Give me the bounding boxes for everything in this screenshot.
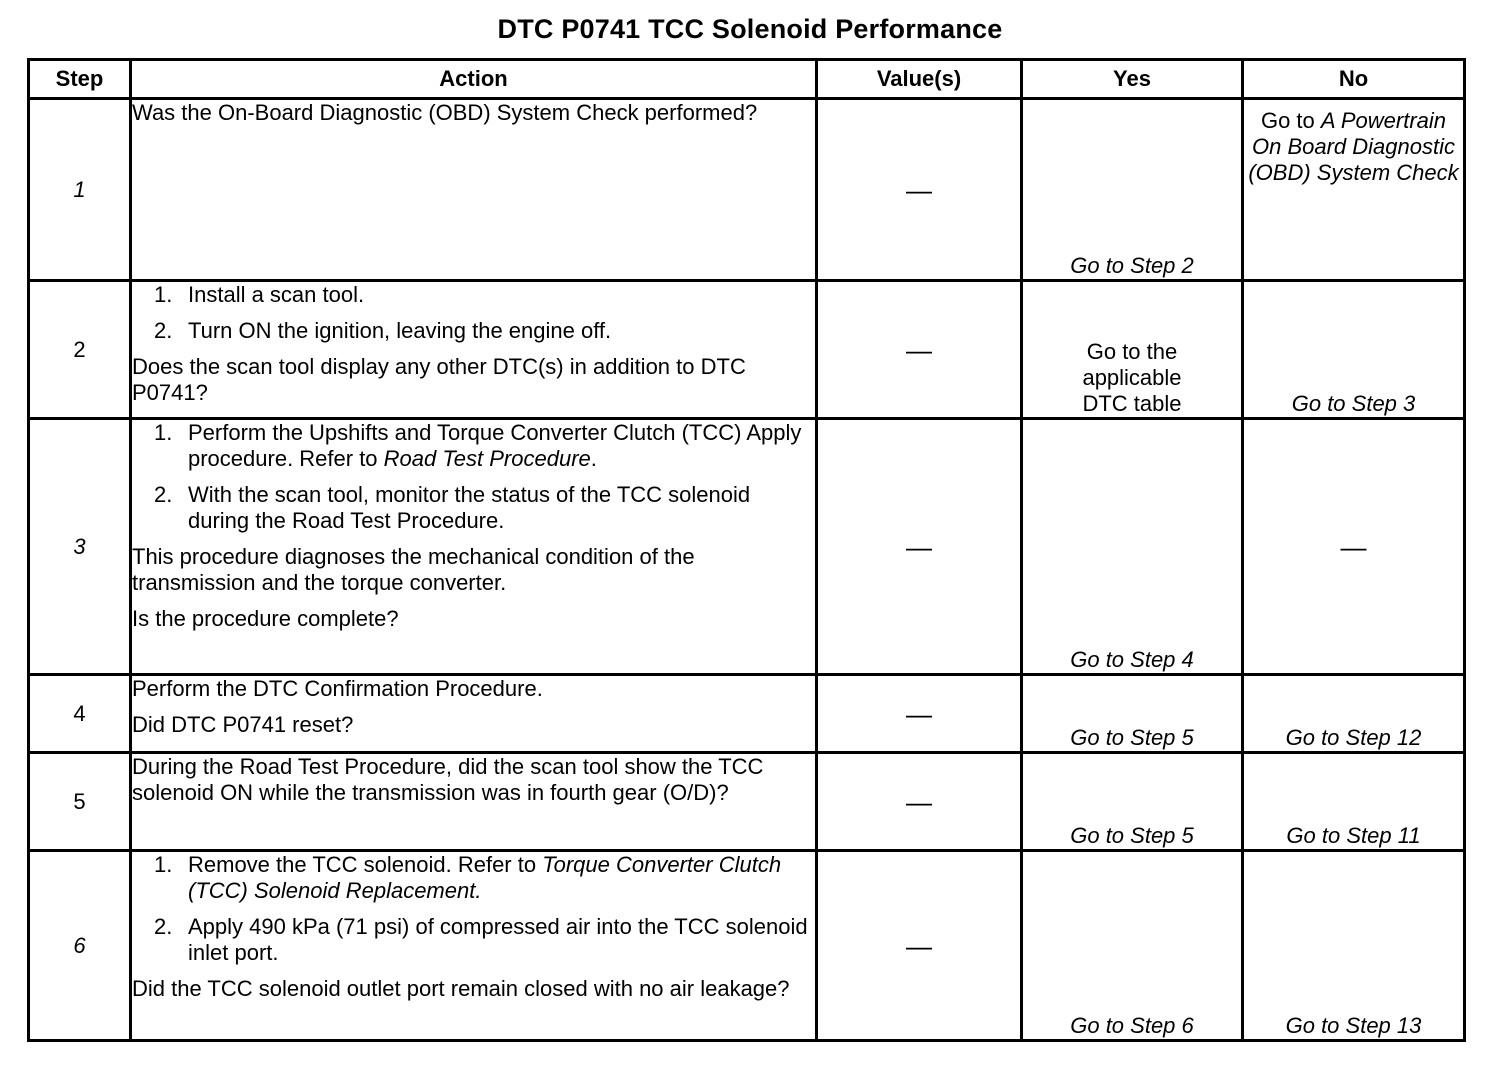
- action-question: Did the TCC solenoid outlet port remain closed with no air leakage?: [132, 976, 790, 1001]
- action-question: During the Road Test Procedure, did the scan tool show the TCC solenoid ON while the transmission was in fourth gear (O/D)?: [132, 754, 764, 805]
- header-step: Step: [29, 60, 131, 99]
- action-note: This procedure diagnoses the mechanical condition of the transmission and the torque converter.: [132, 544, 695, 595]
- yes-link[interactable]: Go to Step 5: [1022, 753, 1243, 851]
- action-instruction: Perform the DTC Confirmation Procedure.: [132, 676, 543, 701]
- yes-link[interactable]: [1022, 281, 1243, 419]
- item-reference-link[interactable]: Road Test Procedure: [383, 446, 591, 471]
- step-number: 4: [29, 675, 131, 753]
- no-link[interactable]: A Powertrain On Board Diagnostic (OBD) System Check: [1248, 108, 1459, 185]
- table-row: [29, 851, 1465, 1041]
- action-question: Was the On-Board Diagnostic (OBD) System Check performed?: [132, 100, 758, 125]
- header-yes: Yes: [1022, 60, 1243, 99]
- action-step-item: [132, 852, 815, 904]
- value-cell: —: [817, 281, 1022, 419]
- step-number: 5: [29, 753, 131, 851]
- item-period: .: [590, 446, 597, 471]
- yes-link[interactable]: Go to Step 5: [1022, 675, 1243, 753]
- action-question: Is the procedure complete?: [132, 606, 399, 631]
- action-cell: [131, 851, 817, 1041]
- step-number: 3: [29, 419, 131, 675]
- item-text: Remove the TCC solenoid. Refer to: [188, 852, 543, 877]
- no-link[interactable]: Go to Step 12: [1243, 675, 1465, 753]
- no-link[interactable]: Go to Step 13: [1243, 851, 1465, 1041]
- action-cell: [131, 99, 817, 281]
- item-number: 1.: [154, 852, 173, 877]
- item-reference-link[interactable]: Torque Converter Clutch (TCC) Solenoid Replacement: [188, 852, 782, 903]
- action-steps: [132, 282, 815, 344]
- diagnostic-table: [27, 58, 1466, 1042]
- item-number: 1.: [154, 420, 173, 445]
- item-text: Perform the Upshifts and Torque Converter Clutch (TCC) Apply procedure. Refer to: [188, 420, 802, 471]
- table-row: [29, 753, 1465, 851]
- yes-link[interactable]: Go to Step 6: [1022, 851, 1243, 1041]
- table-row: [29, 675, 1465, 753]
- value-cell: —: [817, 753, 1022, 851]
- step-number: 2: [29, 281, 131, 419]
- action-cell: [131, 419, 817, 675]
- action-step-item: [132, 914, 815, 966]
- action-cell: [131, 281, 817, 419]
- table-row: [29, 281, 1465, 419]
- action-cell: [131, 675, 817, 753]
- action-step-item: [132, 482, 815, 534]
- item-text: Install a scan tool.: [188, 282, 365, 307]
- no-cell[interactable]: [1243, 99, 1465, 281]
- table-header-row: [29, 60, 1465, 99]
- item-text: Turn ON the ignition, leaving the engine off.: [188, 318, 612, 343]
- no-link[interactable]: Go to Step 11: [1243, 753, 1465, 851]
- yes-link[interactable]: Go to Step 4: [1022, 419, 1243, 675]
- action-question: Did DTC P0741 reset?: [132, 712, 354, 737]
- item-number: 2.: [154, 482, 173, 507]
- item-text: Apply 490 kPa (71 psi) of compressed air into the TCC solenoid inlet port.: [188, 914, 808, 965]
- action-step-item: [132, 282, 815, 308]
- value-cell: —: [817, 99, 1022, 281]
- header-values: Value(s): [817, 60, 1022, 99]
- action-step-item: [132, 318, 815, 344]
- item-number: 2.: [154, 914, 173, 939]
- item-text: With the scan tool, monitor the status of the TCC solenoid during the Road Test Procedure.: [188, 482, 751, 533]
- item-period: .: [475, 878, 482, 903]
- no-link[interactable]: Go to Step 3: [1243, 281, 1465, 419]
- yes-link[interactable]: Go to Step 2: [1022, 99, 1243, 281]
- document-title: DTC P0741 TCC Solenoid Performance: [497, 14, 1003, 44]
- table-row: [29, 99, 1465, 281]
- action-cell: [131, 753, 817, 851]
- action-question: Does the scan tool display any other DTC(s) in addition to DTC P0741?: [132, 354, 746, 405]
- yes-link-text: Go to the applicable DTC table: [1082, 339, 1182, 416]
- item-number: 1.: [154, 282, 173, 307]
- item-number: 2.: [154, 318, 173, 343]
- value-cell: —: [817, 419, 1022, 675]
- value-cell: —: [817, 851, 1022, 1041]
- header-action: Action: [131, 60, 817, 99]
- no-prefix: Go to: [1260, 108, 1321, 133]
- action-steps: [132, 420, 815, 534]
- header-no: No: [1243, 60, 1465, 99]
- table-row: [29, 419, 1465, 675]
- step-number: 1: [29, 99, 131, 281]
- action-step-item: [132, 420, 815, 472]
- action-steps: [132, 852, 815, 966]
- no-cell: —: [1243, 419, 1465, 675]
- value-cell: —: [817, 675, 1022, 753]
- step-number: 6: [29, 851, 131, 1041]
